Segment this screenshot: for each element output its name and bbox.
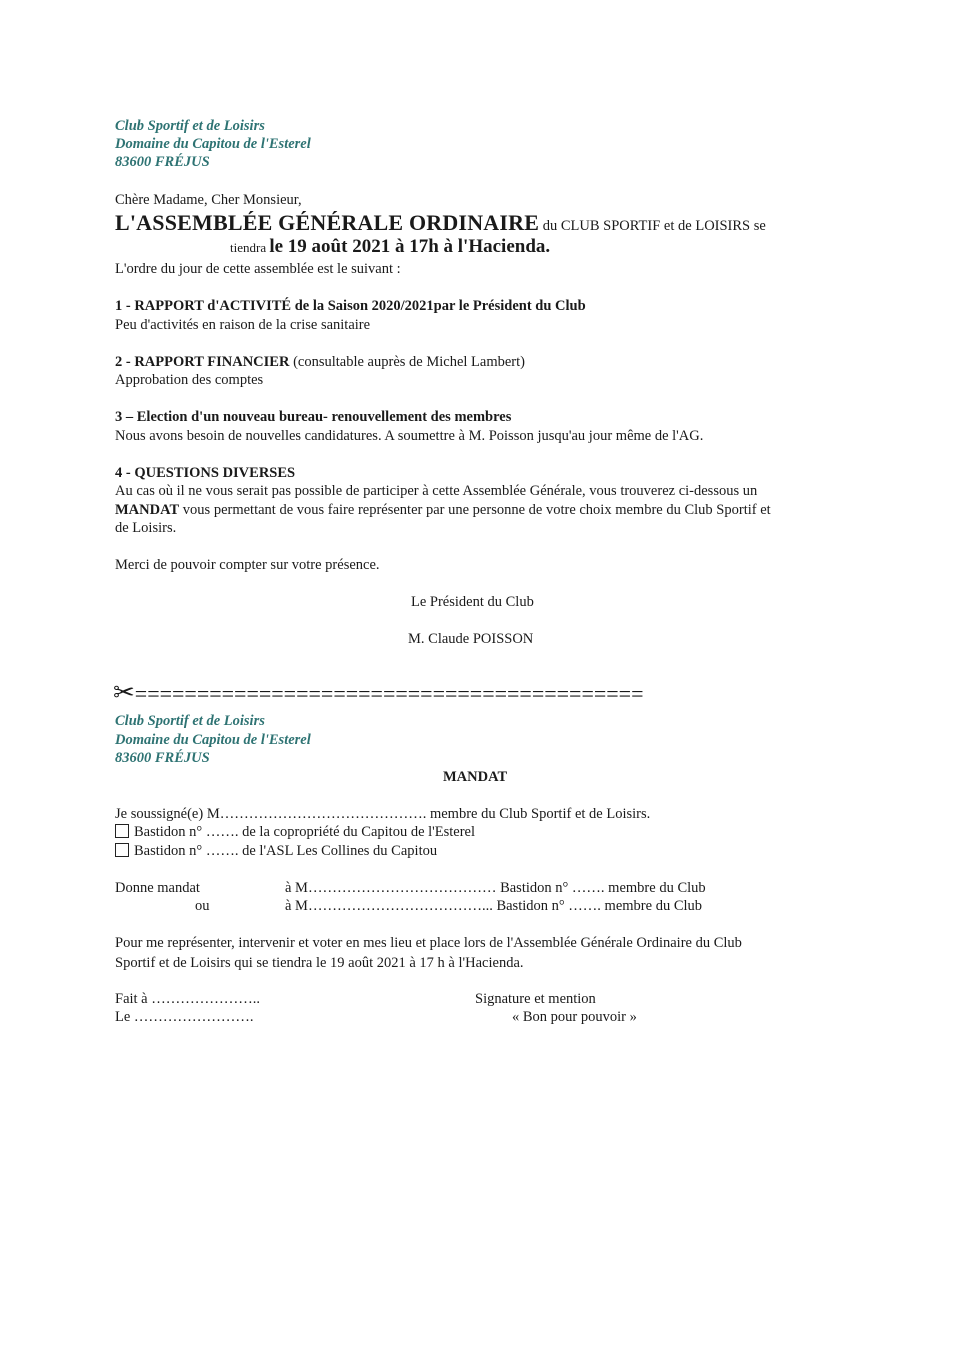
mandat-title: MANDAT xyxy=(443,769,508,785)
option-copropriete-label: Bastidon n° ……. de la copropriété du Capitou de l'Esterel xyxy=(134,824,476,840)
separator-line: ========================================= xyxy=(134,681,644,706)
fait-a: Fait à ………………….. xyxy=(115,991,260,1007)
represent-line2: Sportif et de Loisirs qui se tiendra le 19 août 2021 à 17 h à l'Hacienda. xyxy=(115,955,524,971)
agenda-item-4-body-line2-rest: vous permettant de vous faire représenter par une personne de votre choix membre du Club Sportif et xyxy=(179,502,771,518)
agenda-item-3-body: Nous avons besoin de nouvelles candidatures. A soumettre à M. Poisson jusqu'au jour même de l'AG. xyxy=(115,428,704,444)
date-le: Le ……………………. xyxy=(115,1009,254,1025)
ou-label: ou xyxy=(195,898,210,914)
assembly-title-main: L'ASSEMBLÉE GÉNÉRALE ORDINAIRE xyxy=(115,210,540,235)
assembly-title-rest: du CLUB SPORTIF et de LOISIRS se xyxy=(539,218,766,234)
ou-value: à M………………………………... Bastidon n° ……. membre du Club xyxy=(285,898,703,914)
agenda-item-3-title: 3 – Election d'un nouveau bureau- renouvellement des membres xyxy=(115,409,512,425)
greeting: Chère Madame, Cher Monsieur, xyxy=(115,192,302,208)
agenda-item-1-body: Peu d'activités en raison de la crise sanitaire xyxy=(115,317,371,333)
option-copropriete[interactable] xyxy=(115,823,475,841)
agenda-item-2-title-rest: (consultable auprès de Michel Lambert) xyxy=(289,354,525,370)
agenda-item-1-title: 1 - RAPPORT d'ACTIVITÉ de la Saison 2020/2021par le Président du Club xyxy=(115,298,586,314)
agenda-item-4-body-line2 xyxy=(115,501,771,519)
asl-checkbox[interactable] xyxy=(115,843,129,857)
copropriete-checkbox[interactable] xyxy=(115,824,129,838)
signer-name: M. Claude POISSON xyxy=(408,631,534,647)
agenda-intro: L'ordre du jour de cette assemblée est le suivant : xyxy=(115,261,401,277)
donne-mandat-value: à M………………………………… Bastidon n° ……. membre du Club xyxy=(285,880,706,896)
option-asl[interactable] xyxy=(115,842,437,860)
assembly-date-main: le 19 août 2021 à 17h à l'Hacienda. xyxy=(269,236,551,257)
mandat-club-address: Domaine du Capitou de l'Esterel xyxy=(115,732,311,748)
cut-separator xyxy=(113,678,644,707)
assembly-date-prefix: tiendra xyxy=(230,240,270,255)
option-asl-label: Bastidon n° ……. de l'ASL Les Collines du Capitou xyxy=(134,843,438,859)
agenda-item-4-body-line1: Au cas où il ne vous serait pas possible de participer à cette Assemblée Générale, vous trouverez ci-dessous un xyxy=(115,483,758,499)
agenda-item-4-title: 4 - QUESTIONS DIVERSES xyxy=(115,465,296,481)
agenda-item-4-body-line3: de Loisirs. xyxy=(115,520,177,536)
signature-label: Signature et mention xyxy=(475,991,596,1007)
soussigne-line: Je soussigné(e) M……………………………………. membre du Club Sportif et de Loisirs. xyxy=(115,806,651,822)
donne-mandat-label: Donne mandat xyxy=(115,880,200,896)
assembly-title xyxy=(115,211,766,238)
agenda-item-2-title xyxy=(115,353,525,371)
mandat-club-name: Club Sportif et de Loisirs xyxy=(115,713,265,729)
assembly-date xyxy=(230,235,550,260)
club-address: Domaine du Capitou de l'Esterel xyxy=(115,136,311,152)
agenda-item-2-body: Approbation des comptes xyxy=(115,372,264,388)
signer-role: Le Président du Club xyxy=(411,594,534,610)
thanks: Merci de pouvoir compter sur votre présence. xyxy=(115,557,380,573)
represent-line1: Pour me représenter, intervenir et voter en mes lieu et place lors de l'Assemblée Générale Ordinaire du Club xyxy=(115,935,742,951)
scissors-icon: ✂ xyxy=(113,678,135,707)
bon-pour-pouvoir: « Bon pour pouvoir » xyxy=(512,1009,637,1025)
mandat-club-city: 83600 FRÉJUS xyxy=(115,750,210,766)
agenda-item-2-title-main: 2 - RAPPORT FINANCIER xyxy=(115,354,290,370)
club-city: 83600 FRÉJUS xyxy=(115,154,210,170)
mandat-keyword: MANDAT xyxy=(115,502,180,518)
club-name: Club Sportif et de Loisirs xyxy=(115,118,265,134)
